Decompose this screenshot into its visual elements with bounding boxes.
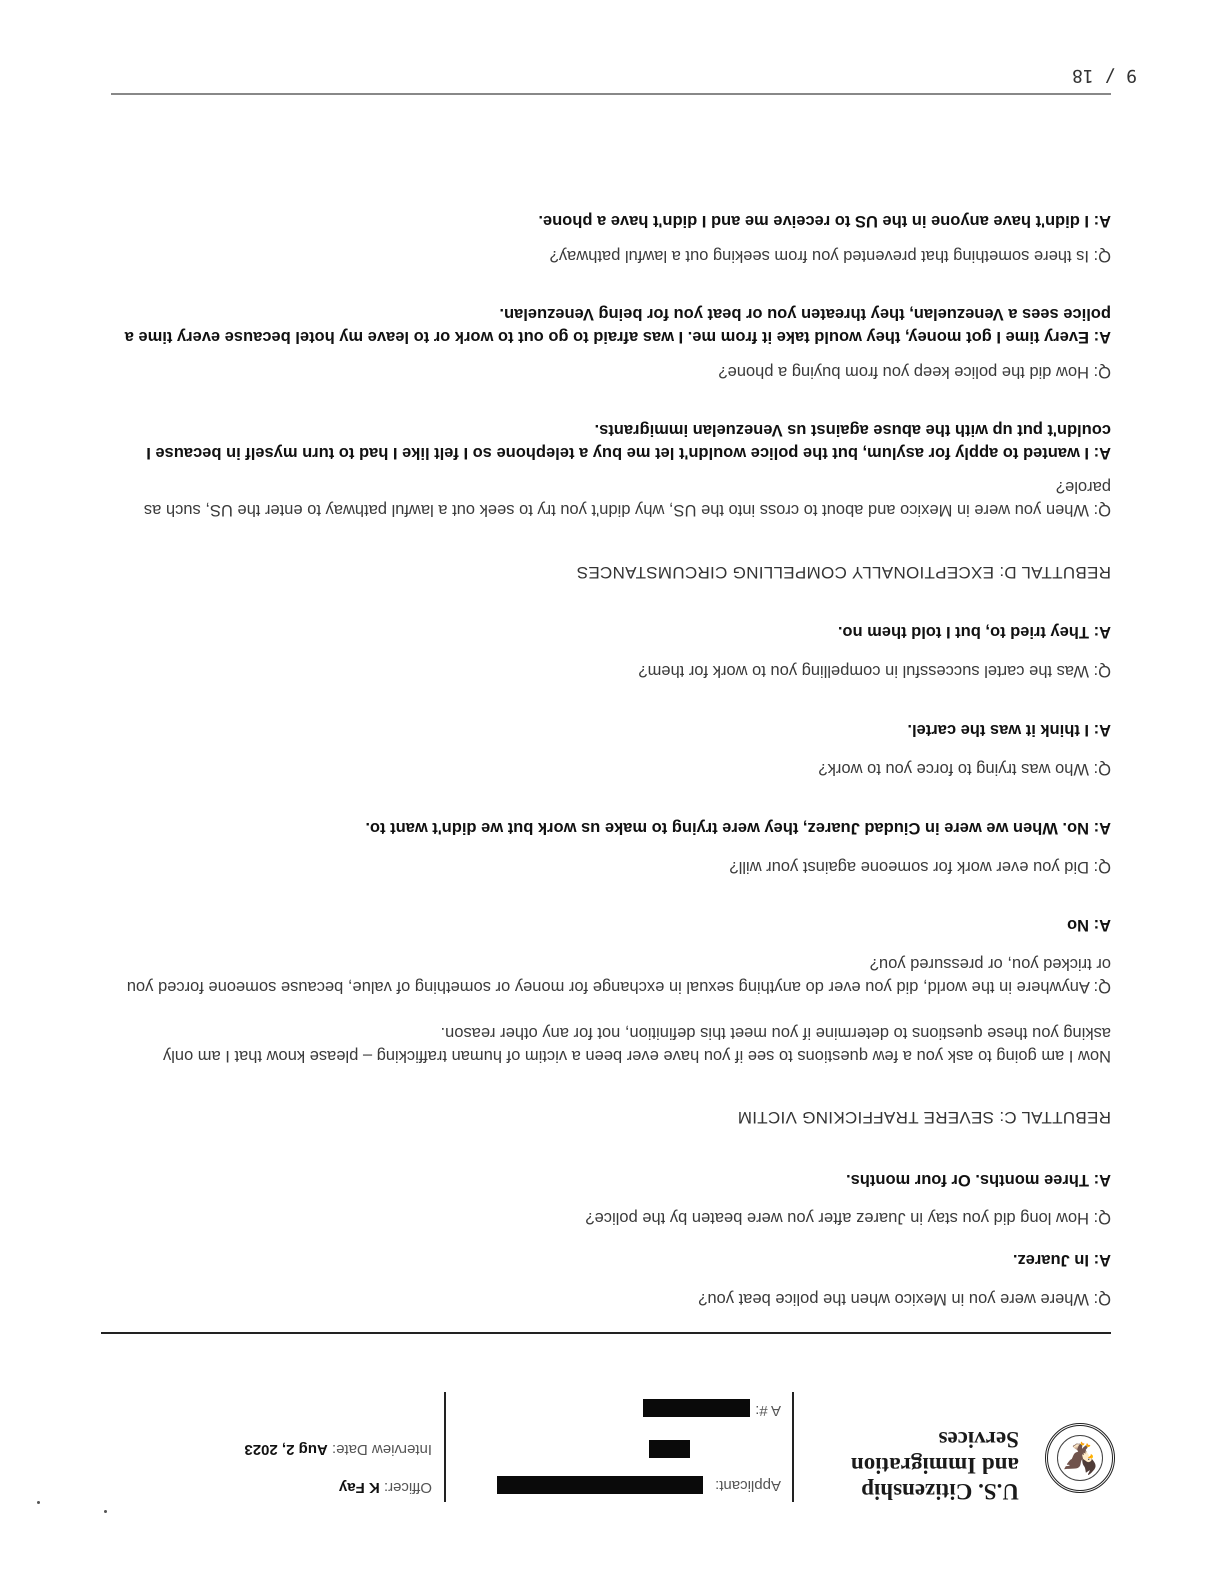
- a-number-redaction: [643, 1399, 750, 1417]
- answer: A: I didn't have anyone in the US to receive me and I didn't have a phone.: [538, 212, 1111, 230]
- scan-speck: [104, 1510, 107, 1513]
- answer: A: Every time I got money, they would take it from me. I was afraid to go out to work or to leave my hotel because every time a police sees a Venezuelan, they threaten you or beat you for being Venezuelan.: [124, 305, 1111, 346]
- answer: A: I wanted to apply for asylum, but the police wouldn't let me buy a telephone so I felt like I had to turn myself in because I couldn't put up with the abuse against us Venezuelan immigrants.: [146, 421, 1111, 462]
- question: Q: Anywhere in the world, did you ever do anything sexual in exchange for money or something of value, because someone forced you or tricked you, or pressured you?: [126, 955, 1111, 996]
- redaction-block: [649, 1440, 690, 1458]
- agency-name: U.S. Citizenship and Immigration Services: [850, 1427, 1019, 1504]
- header-rule: [101, 1332, 1111, 1334]
- a-number-label: A #:: [755, 1402, 781, 1419]
- officer-field: Officer: K Fay: [338, 1479, 432, 1496]
- question: Q: When you were in Mexico and about to cross into the US, why didn't you try to seek out a lawful pathway to enter the US, such as parole?: [143, 478, 1111, 519]
- page-number: 9 / 18: [1072, 65, 1138, 86]
- dhs-seal-icon: 🦅: [1045, 1423, 1115, 1493]
- scan-speck: [37, 1501, 40, 1504]
- applicant-redaction: [497, 1476, 703, 1494]
- question: Q: Who was trying to force you to work?: [818, 760, 1111, 778]
- footer-rule: [111, 93, 1111, 95]
- interview-date-field: Interview Date: Aug 2, 2023: [244, 1441, 432, 1458]
- header-divider: [792, 1392, 794, 1502]
- header-divider: [444, 1392, 446, 1502]
- section-heading-rebuttal-d: REBUTTAL D: EXCEPTIONALLY COMPELLING CIRCUMSTANCES: [576, 563, 1111, 582]
- question: Q: Is there something that prevented you from seeking out a lawful pathway?: [549, 247, 1111, 265]
- answer: A: In Juarez.: [1012, 1251, 1111, 1269]
- applicant-label: Applicant:: [715, 1477, 781, 1494]
- section-heading-rebuttal-c: REBUTTAL C: SEVERE TRAFFICKING VICTIM: [737, 1108, 1111, 1127]
- question: Q: Was the cartel successful in compelling you to work for them?: [638, 662, 1111, 680]
- answer: A: Three months. Or four months.: [846, 1171, 1111, 1189]
- interview-content: [111, 209, 1111, 1310]
- answer: A: No: [1067, 916, 1111, 934]
- page-header: [0, 1314, 1224, 1584]
- intro-paragraph: Now I am going to ask you a few questions to see if you have ever been a victim of human trafficking – please know that I am only asking you these questions to determine if you meet this definition, not for any other reason.: [162, 1024, 1111, 1065]
- answer: A: I think it was the cartel.: [907, 721, 1111, 739]
- answer: A: They tried to, but I told them no.: [837, 623, 1111, 641]
- question: Q: Where were you in Mexico when the police beat you?: [698, 1290, 1111, 1308]
- question: Q: Did you ever work for someone against your will?: [729, 858, 1111, 876]
- question: Q: How long did you stay in Juarez after you were beaten by the police?: [585, 1209, 1111, 1227]
- question: Q: How did the police keep you from buying a phone?: [718, 363, 1111, 381]
- answer: A: No. When we were in Ciudad Juarez, they were trying to make us work but we didn't want to.: [365, 819, 1111, 837]
